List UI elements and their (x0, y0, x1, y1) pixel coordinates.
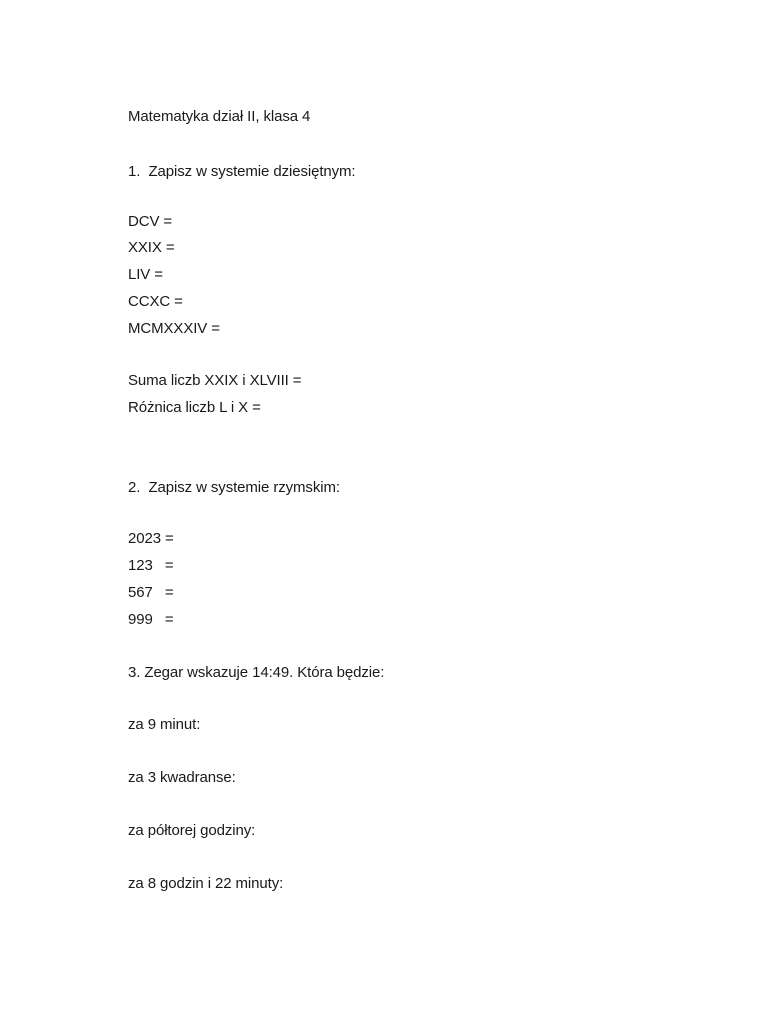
section2-item: 999 = (128, 611, 174, 628)
section3-item: za 8 godzin i 22 minuty: (128, 875, 284, 892)
page-title: Matematyka dział II, klasa 4 (128, 108, 311, 125)
section3-item: za 9 minut: (128, 716, 201, 733)
section2-item: 567 = (128, 584, 174, 601)
section3-item: za półtorej godziny: (128, 822, 256, 839)
section1-item: CCXC = (128, 293, 183, 310)
section1-item: XXIX = (128, 239, 175, 256)
section1-heading: 1. Zapisz w systemie dziesiętnym: (128, 163, 356, 180)
section1-item: DCV = (128, 213, 173, 230)
section3-item: za 3 kwadranse: (128, 769, 236, 786)
section2-item: 2023 = (128, 530, 174, 547)
section2-item: 123 = (128, 557, 174, 574)
section1-item: LIV = (128, 266, 163, 283)
section1-item: MCMXXXIV = (128, 320, 220, 337)
section1-extra: Suma liczb XXIX i XLVIII = (128, 372, 302, 389)
section3-heading: 3. Zegar wskazuje 14:49. Która będzie: (128, 664, 385, 681)
section1-extra: Różnica liczb L i X = (128, 399, 261, 416)
section2-heading: 2. Zapisz w systemie rzymskim: (128, 479, 340, 496)
